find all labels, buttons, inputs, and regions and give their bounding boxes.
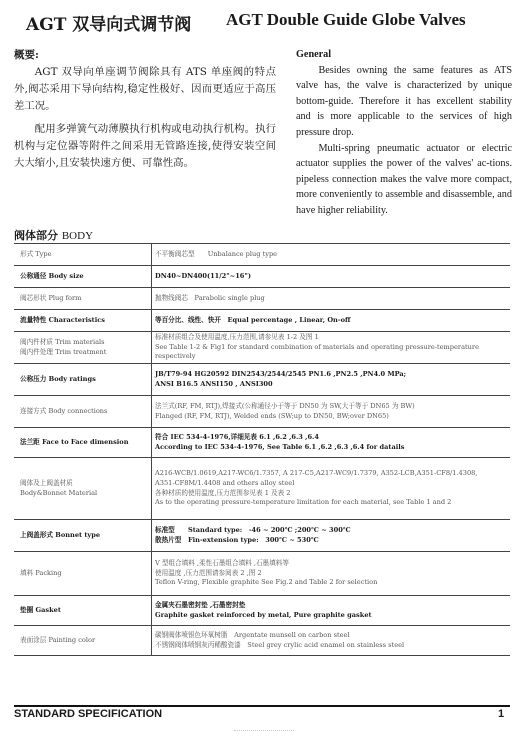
spec-key-line: 连接方式 Body connections	[20, 406, 108, 415]
spec-value-line: Flanged (RF, FM, RTJ), Welded ends (SW;up to DN50, BW;over DN65)	[155, 411, 389, 420]
spec-value-line: According to IEC 534-4-1976, See Table 6.1 ,6.2 ,6.3 ,6.4 for datails	[155, 442, 405, 451]
spec-key-line: 流量特性 Characteristics	[20, 315, 105, 324]
spec-value	[152, 520, 511, 552]
spec-value-line: V 型组合填料 ,柔性石墨组合填料 ,石墨填料等	[155, 559, 289, 568]
spec-value	[152, 626, 511, 656]
section-heading	[14, 227, 93, 243]
spec-value-line: Teflon V-ring, Flexible graphite See Fig.2 and Table 2 for selection	[155, 578, 378, 587]
spec-row	[14, 396, 510, 428]
spec-key	[14, 596, 152, 626]
general-paragraph-2: Multi-spring pneumatic actuator or electric actuator supplies the power of the valves' ac-tions. pipeless connection makes the valve more compact, more conveniently to assemble and disassemble, and have higher reliability.	[296, 142, 512, 216]
section-heading-cn: 阀体部分	[14, 229, 58, 242]
spec-value	[152, 552, 511, 596]
spec-key-line: Body&Bonnet Material	[20, 488, 98, 497]
overview-paragraph-1: AGT 双导向单座调节阀除具有 ATS 单座阀的特点外,阀芯采用下导向结构,稳定性极好、因而更适应于高压差工况。	[14, 66, 276, 112]
spec-row	[14, 520, 510, 552]
spec-row	[14, 288, 510, 310]
spec-value-line: 符合 IEC 534-4-1976,详细见表 6.1 ,6.2 ,6.3 ,6.4	[155, 432, 319, 441]
spec-key-line: 法兰距 Face to Face dimension	[20, 437, 129, 446]
spec-value-line: Graphite gasket reinforced by metal, Pure graphite gasket	[155, 610, 372, 619]
spec-value	[152, 310, 511, 332]
spec-value	[152, 332, 511, 364]
spec-table	[14, 243, 510, 656]
spec-value-line: ANSI B16.5 ANSI150 , ANSI300	[155, 379, 273, 388]
spec-row	[14, 244, 510, 266]
page-number: 1	[498, 708, 505, 720]
spec-row	[14, 458, 510, 520]
spec-key-line: 填料 Packing	[20, 568, 62, 577]
spec-value-line: 不平衡阀芯型 Unbalance plug type	[155, 249, 278, 258]
spec-value	[152, 458, 511, 520]
footer-label: STANDARD SPECIFICATION	[14, 708, 163, 720]
spec-key-line: 阀内件材质 Trim materials	[20, 337, 105, 346]
spec-key-line: 公称压力 Body ratings	[20, 374, 96, 383]
spec-value	[152, 396, 511, 428]
footer-divider	[14, 705, 510, 707]
spec-value-line: DN40~DN400(11/2"~16")	[155, 271, 251, 280]
spec-value-line: 抛物线阀芯 Parabolic single plug	[155, 293, 265, 302]
spec-value-line: 等百分比、线性、快开 Equal percentage , Linear, On-off	[155, 315, 351, 324]
title-en: AGT Double Guide Globe Valves	[226, 10, 466, 29]
spec-value-line: 散热片型 Fin-extension type: 300℃ ~ 530℃	[155, 535, 319, 544]
spec-key	[14, 288, 152, 310]
overview-cn	[14, 47, 276, 172]
page-title	[26, 10, 506, 35]
spec-value	[152, 244, 511, 266]
spec-key	[14, 332, 152, 364]
spec-row	[14, 266, 510, 288]
spec-key-line: 阀体及上阀盖材质	[20, 478, 73, 487]
spec-key-line: 阀内件处理 Trim treatment	[20, 347, 107, 356]
spec-key	[14, 310, 152, 332]
spec-value-line: See Table 1-2 & Fig1 for standard combination of materials and operating pressure-temperature respectively	[155, 342, 479, 361]
spec-key-line: 阀芯形状 Plug form	[20, 293, 82, 302]
overview-paragraph-2: 配用多弹簧气动薄膜执行机构或电动执行机构。执行机构与定位器等附件之间采用无管路连接,使得安装空间大大缩小,且安装快速方便、可靠性高。	[14, 123, 276, 169]
spec-key	[14, 396, 152, 428]
faint-mark	[234, 730, 294, 735]
title-cn: AGT 双导向式调节阀	[26, 15, 192, 35]
spec-row	[14, 596, 510, 626]
overview-heading: 概要:	[14, 49, 39, 61]
spec-value	[152, 364, 511, 396]
spec-key	[14, 520, 152, 552]
spec-key	[14, 364, 152, 396]
spec-row	[14, 332, 510, 364]
spec-value-line: JB/T79-94 HG20592 DIN2543/2544/2545 PN1.6 ,PN2.5 ,PN4.0 MPa;	[155, 369, 407, 378]
spec-key	[14, 626, 152, 656]
spec-key	[14, 428, 152, 458]
section-heading-en: BODY	[61, 230, 94, 242]
spec-key	[14, 552, 152, 596]
general-heading: General	[296, 49, 332, 60]
spec-value-line: 各种材质的使用温度,压力范围参见表 1 及表 2	[155, 488, 291, 497]
spec-row	[14, 552, 510, 596]
spec-row	[14, 626, 510, 656]
spec-key	[14, 458, 152, 520]
spec-key	[14, 244, 152, 266]
spec-key-line: 上阀盖形式 Bonnet type	[20, 530, 101, 539]
spec-row	[14, 364, 510, 396]
spec-value-line: 使用温度 ,压力范围请参阅表 2 ,图 2	[155, 568, 262, 577]
general-paragraph-1: Besides owning the same features as ATS valve has, the valve is characterized by unique bottom-guide. Therefore it has excellent stability and is more applicable to the services of high pressure drop.	[296, 64, 512, 138]
spec-value	[152, 266, 511, 288]
spec-value-line: 标准型 Standard type: -46 ~ 200℃ ;200℃ ~ 300℃	[155, 525, 351, 534]
spec-row	[14, 310, 510, 332]
spec-key-line: 公称通径 Body size	[20, 271, 84, 280]
spec-value-line: As to the operating pressure-temperature limitation for each material, see Table 1 and 2	[155, 498, 452, 507]
overview-en	[296, 47, 512, 219]
spec-value-line: A351-CF8M/1.4408 and others alloy steel	[155, 478, 295, 487]
spec-value	[152, 428, 511, 458]
spec-value-line: 标准材质组合及使用温度,压力范围,请参见表 1-2 及图 1	[155, 333, 319, 342]
spec-key	[14, 266, 152, 288]
spec-value-line: A216-WCB/1.0619,A217-WC6/1.7357, A 217-C5,A217-WC9/1.7379, A352-LCB,A351-CF8/1.4308,	[155, 469, 478, 478]
spec-value-line: 法兰式(RF, FM, RTJ),焊接式(公称通径小于等于 DN50 为 SW,大于等于 DN65 为 BW)	[155, 401, 415, 410]
spec-key-line: 垫圈 Gasket	[20, 605, 61, 614]
spec-value-line: 金属夹石墨密封垫 ,石墨密封垫	[155, 600, 246, 609]
spec-value	[152, 596, 511, 626]
spec-key-line: 形式 Type	[20, 249, 52, 258]
spec-value-line: 碳钢阀体喷银色环氧树脂 Argentate munsell on carbon steel	[155, 630, 350, 639]
spec-value	[152, 288, 511, 310]
spec-row	[14, 428, 510, 458]
spec-value-line: 不锈钢阀体喷钢灰丙稀酸瓷漆 Steel grey crylic acid enamel on stainless steel	[155, 640, 405, 649]
spec-key-line: 表面涂层 Painting color	[20, 635, 96, 644]
